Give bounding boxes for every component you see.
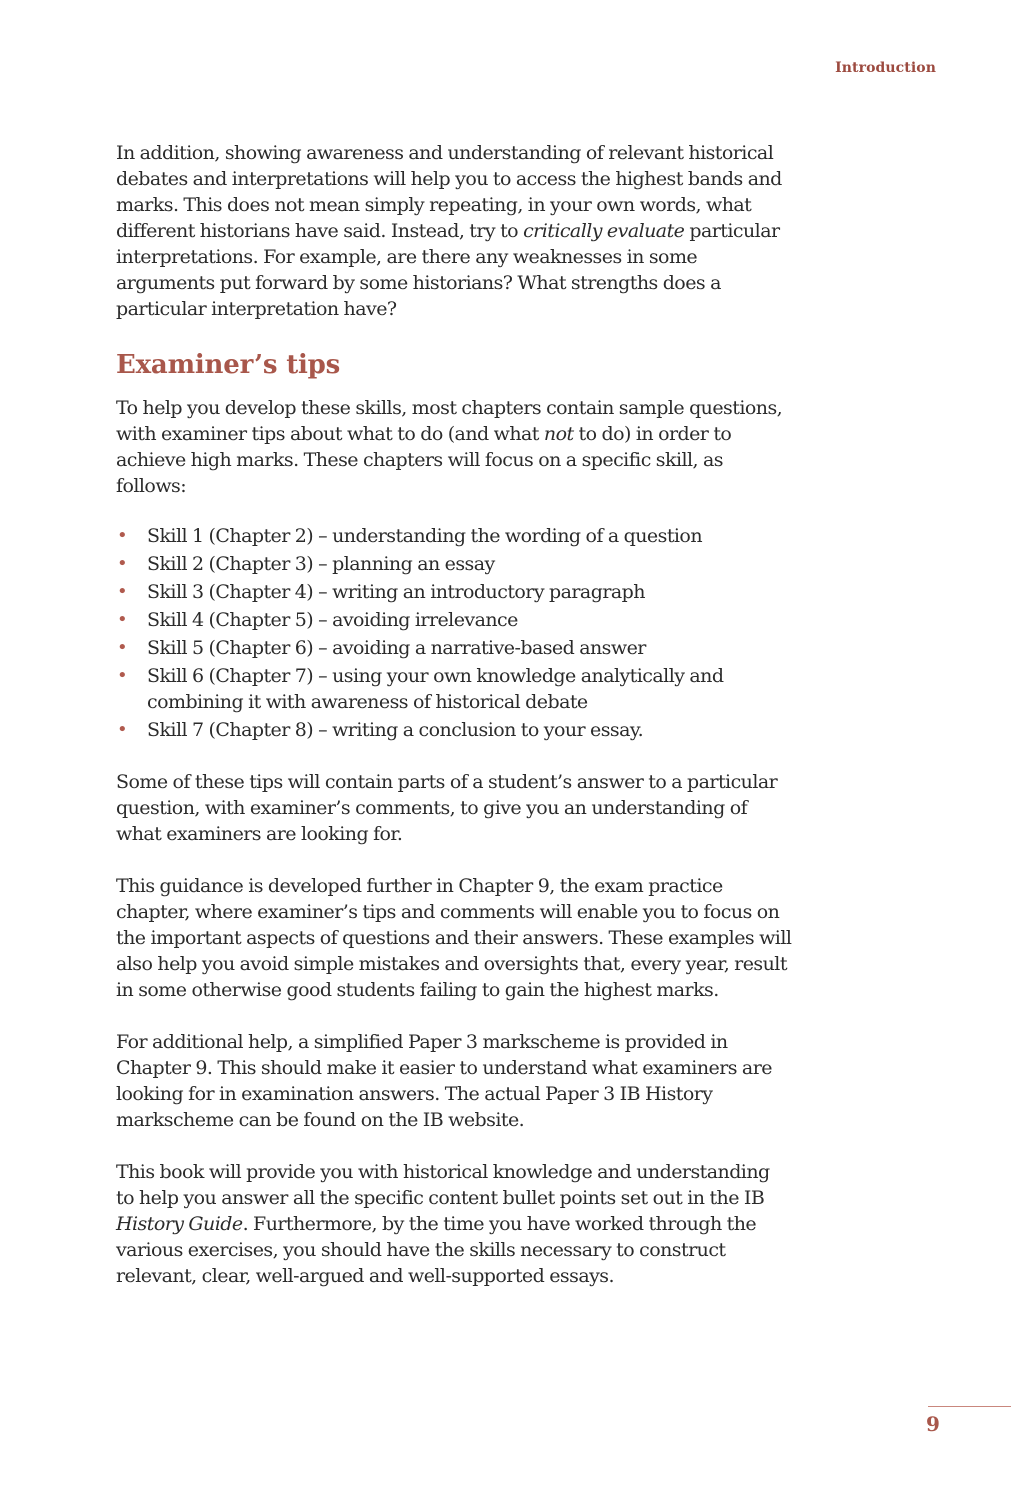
list-item bbox=[116, 523, 792, 549]
final-text-after: . Furthermore, by the time you have worked through the various exercises, you should have the skills necessary to construct relevant, clear, well-argued and well-supported essays. bbox=[116, 1213, 757, 1287]
intro-text-before: In addition, showing awareness and understanding of relevant historical debates and interpretations will help you to access the highest bands and marks. This does not mean simply repeating, in your own words, what different historians have said. Instead, try to bbox=[116, 142, 782, 242]
student-answer-paragraph: Some of these tips will contain parts of a student’s answer to a particular question, with examiner’s comments, to give you an understanding of what examiners are looking for. bbox=[116, 771, 778, 845]
guidance-paragraph: This guidance is developed further in Chapter 9, the exam practice chapter, where examiner’s tips and comments will enable you to focus on the important aspects of questions and their answers. These examples will also help you avoid simple mistakes and oversights that, every year, result in some otherwise good students failing to gain the highest marks. bbox=[116, 875, 792, 1001]
intro-paragraph bbox=[116, 140, 792, 322]
running-head: Introduction bbox=[835, 60, 936, 76]
bullet-icon: • bbox=[117, 581, 128, 602]
bullet-icon: • bbox=[117, 665, 128, 686]
bullet-icon: • bbox=[117, 525, 128, 546]
lead-emphasis: not bbox=[543, 423, 574, 445]
list-item bbox=[116, 717, 792, 743]
lead-text-after: to do) in order to achieve high marks. These chapters will focus on a specific skill, as follows: bbox=[116, 423, 732, 497]
list-item-text: Skill 3 (Chapter 4) – writing an introductory paragraph bbox=[147, 581, 645, 603]
markscheme-paragraph: For additional help, a simplified Paper 3 markscheme is provided in Chapter 9. This should make it easier to understand what examiners are looking for in examination answers. The actual Paper 3 IB History markscheme can be found on the IB website. bbox=[116, 1031, 772, 1131]
list-item-text: Skill 4 (Chapter 5) – avoiding irrelevance bbox=[147, 609, 518, 631]
list-item bbox=[116, 635, 792, 661]
final-paragraph bbox=[116, 1159, 792, 1289]
list-item-text: Skill 5 (Chapter 6) – avoiding a narrative-based answer bbox=[147, 637, 646, 659]
list-item-text: Skill 1 (Chapter 2) – understanding the wording of a question bbox=[147, 525, 703, 547]
list-item-text: Skill 7 (Chapter 8) – writing a conclusion to your essay. bbox=[147, 719, 644, 741]
list-item-text: Skill 6 (Chapter 7) – using your own knowledge analytically and combining it with awareness of historical debate bbox=[147, 665, 724, 713]
intro-text-after: particular interpretations. For example, are there any weaknesses in some arguments put forward by some historians? What strengths does a particular interpretation have? bbox=[116, 220, 780, 320]
bullet-icon: • bbox=[117, 609, 128, 630]
list-item bbox=[116, 663, 792, 715]
final-text-before: This book will provide you with historical knowledge and understanding to help you answer all the specific content bullet points set out in the IB bbox=[116, 1161, 770, 1209]
intro-emphasis: critically evaluate bbox=[523, 220, 685, 242]
skills-list bbox=[116, 523, 792, 743]
final-emphasis: History Guide bbox=[116, 1213, 243, 1235]
footer-rule bbox=[928, 1406, 1011, 1407]
section-heading: Examiner’s tips bbox=[116, 350, 341, 380]
bullet-icon: • bbox=[117, 553, 128, 574]
lead-text-before: To help you develop these skills, most chapters contain sample questions, with examiner tips about what to do (and what bbox=[116, 397, 783, 445]
list-item bbox=[116, 551, 792, 577]
list-item-text: Skill 2 (Chapter 3) – planning an essay bbox=[147, 553, 495, 575]
bullet-icon: • bbox=[117, 637, 128, 658]
lead-paragraph bbox=[116, 395, 792, 499]
list-item bbox=[116, 579, 792, 605]
page-body bbox=[116, 140, 792, 1315]
list-item bbox=[116, 607, 792, 633]
bullet-icon: • bbox=[117, 719, 128, 740]
page-number: 9 bbox=[926, 1412, 940, 1436]
